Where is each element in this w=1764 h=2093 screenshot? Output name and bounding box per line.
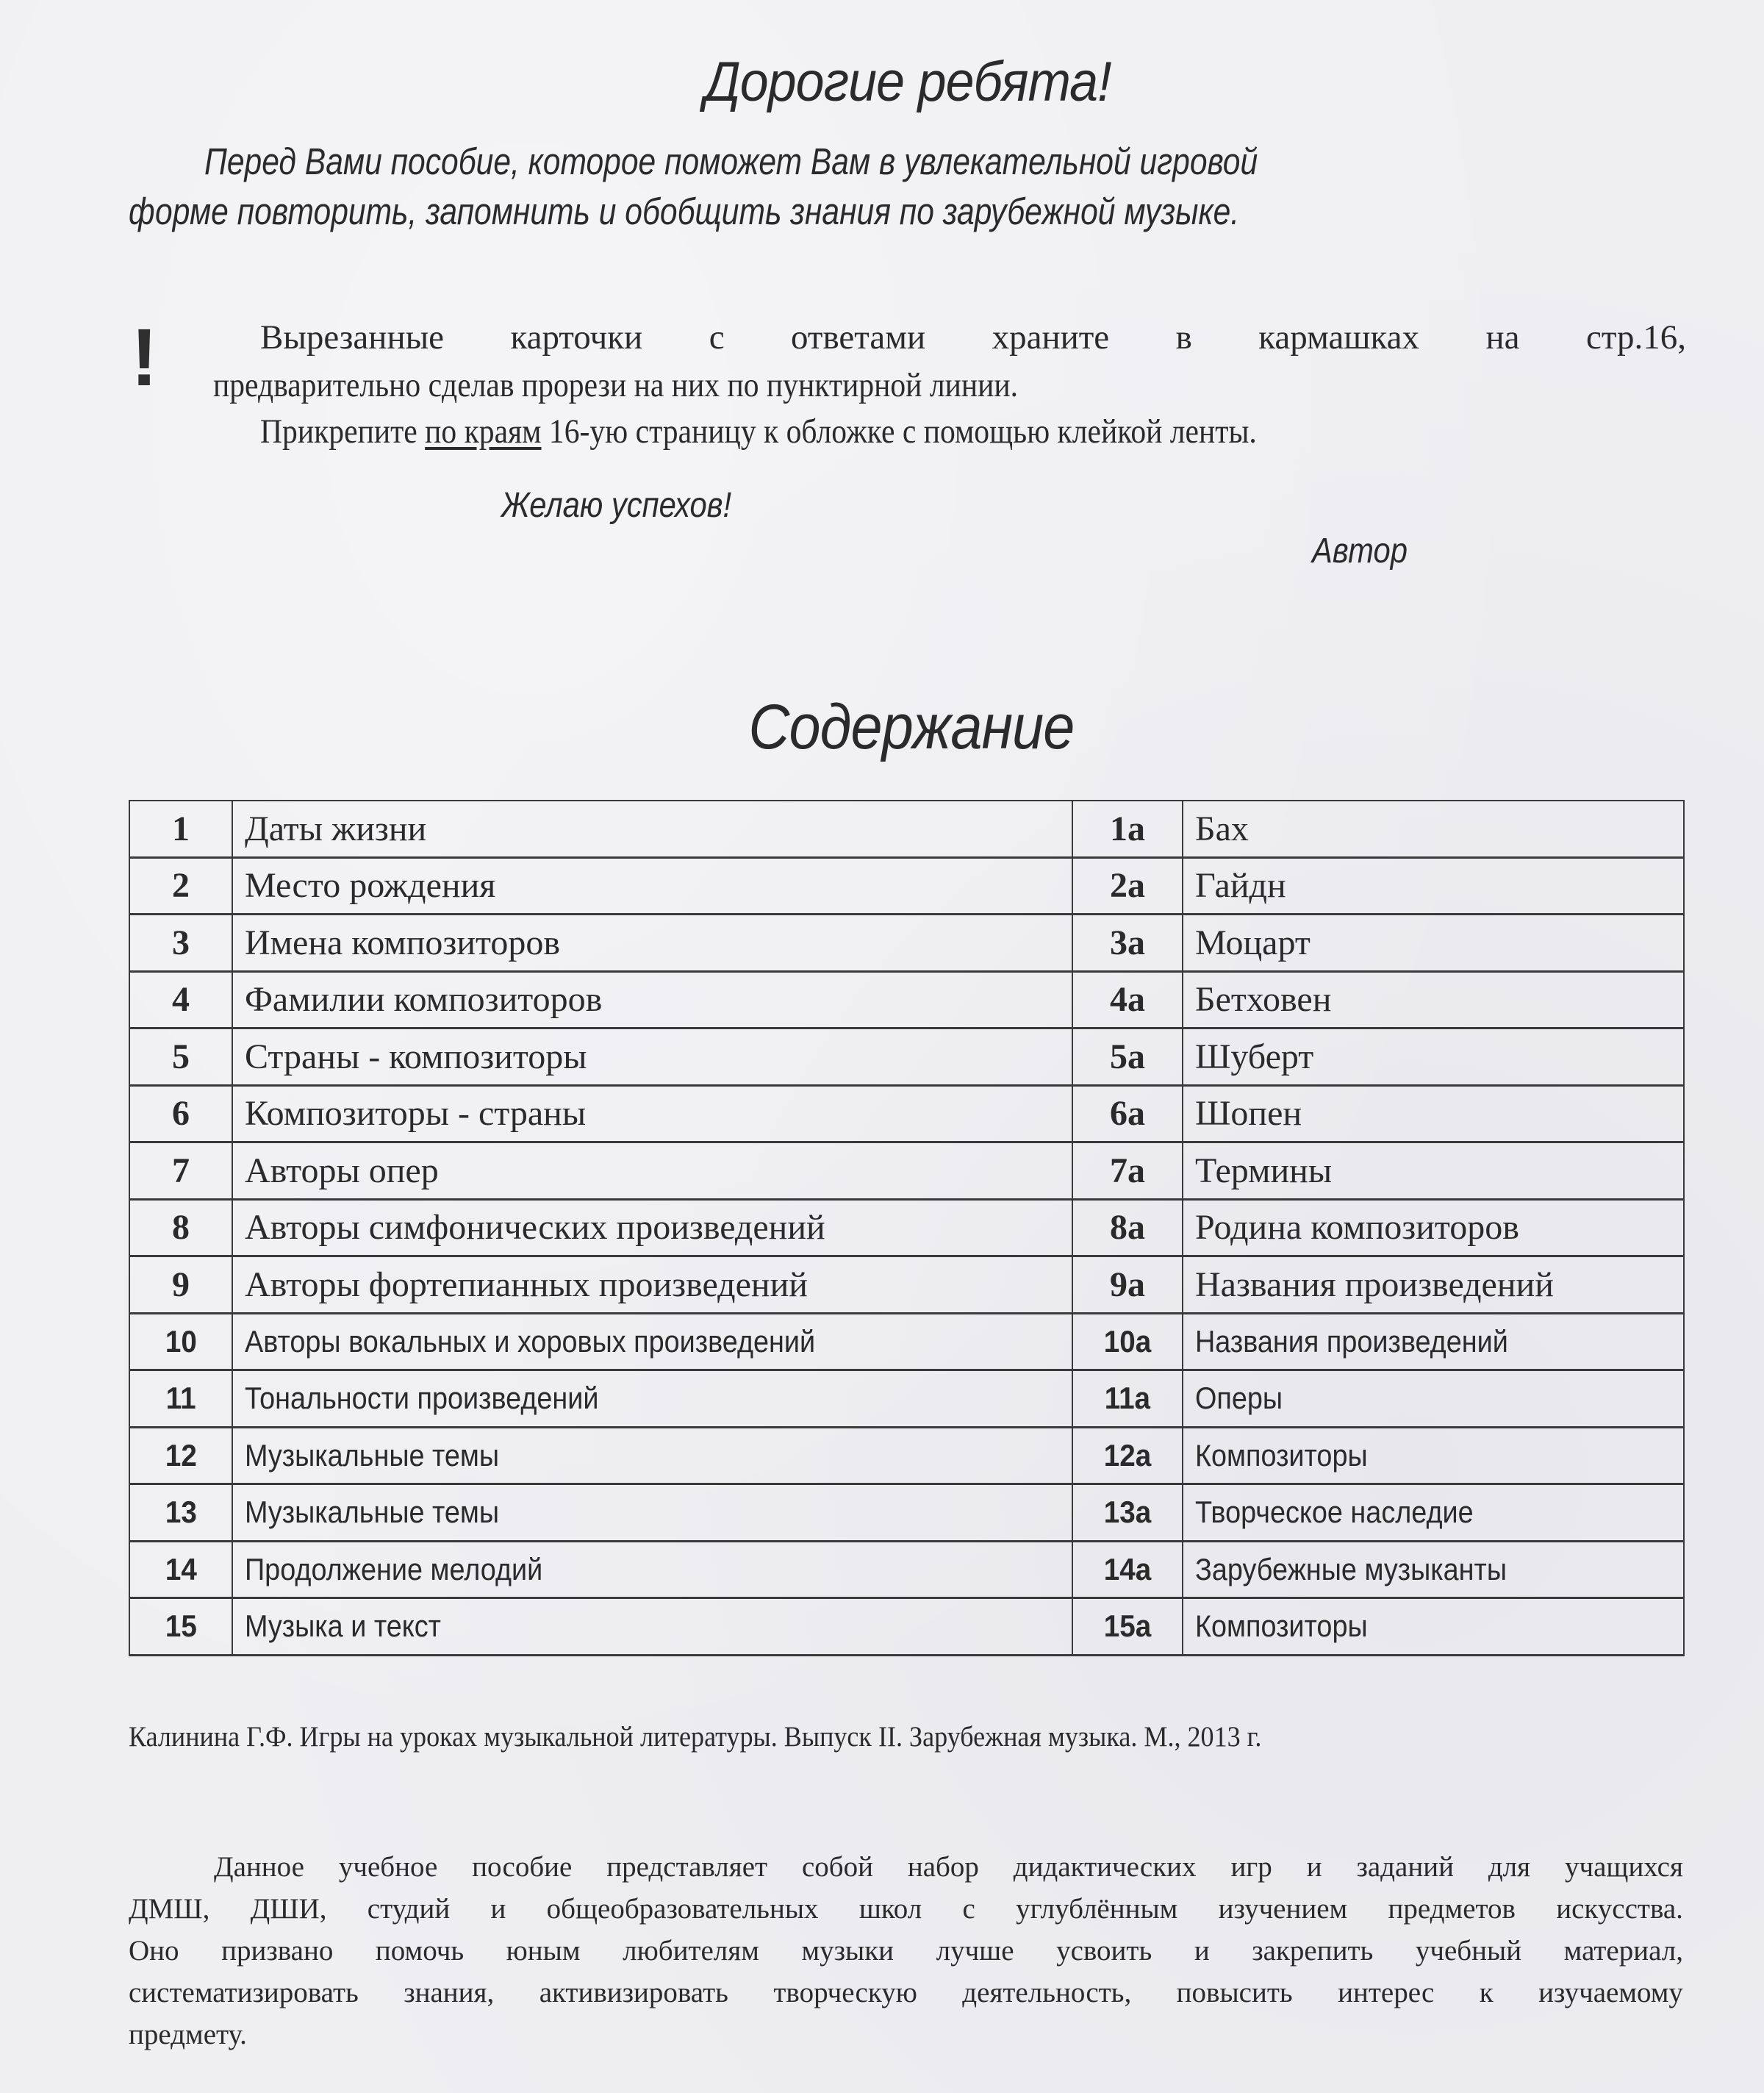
description-word: заданий (1356, 1851, 1454, 1883)
section-number: 14 (165, 1551, 197, 1586)
description-line (129, 1934, 1683, 1967)
contents-row (129, 1085, 1684, 1142)
contents-row (129, 857, 1684, 915)
answer-number-cell (1072, 1541, 1183, 1598)
answer-number: 10а (1103, 1323, 1152, 1359)
answer-title: Композиторы (1195, 1609, 1368, 1644)
section-title: Продолжение мелодий (245, 1551, 543, 1586)
section-title: Композиторы - страны (245, 1094, 587, 1134)
answer-title-cell (1183, 1598, 1684, 1656)
answer-title: Гайдн (1195, 866, 1286, 906)
description-word: знания, (404, 1977, 495, 2008)
answer-title-cell (1183, 801, 1684, 857)
description-word: интерес (1338, 1977, 1435, 2008)
answer-number: 12а (1103, 1437, 1152, 1473)
section-title: Страны - композиторы (245, 1037, 587, 1076)
note-word: стр.16, (1585, 318, 1686, 357)
answer-number-cell (1072, 1199, 1183, 1256)
description-word: активизировать (539, 1977, 728, 2008)
answer-title-cell (1183, 1028, 1684, 1086)
exclamation-icon: ! (131, 312, 158, 403)
section-number-cell (129, 1370, 232, 1428)
description-word: материал, (1563, 1935, 1683, 1967)
description-word: учебное (338, 1851, 438, 1883)
answer-number-cell (1072, 1142, 1183, 1200)
answer-number: 1а (1110, 809, 1145, 848)
answer-title-cell (1183, 1427, 1684, 1484)
answer-number: 7а (1110, 1151, 1145, 1190)
section-number-cell (129, 1028, 232, 1086)
section-number-cell (129, 1256, 232, 1314)
answer-number: 4а (1110, 980, 1145, 1020)
answer-number-cell (1072, 1313, 1183, 1370)
description-line (129, 1976, 1683, 2009)
section-title-cell (232, 1541, 1072, 1598)
contents-row (129, 1541, 1684, 1598)
note-word: в (1175, 318, 1192, 357)
description-word: и (1194, 1935, 1210, 1967)
section-number-cell (129, 1142, 232, 1200)
description-word: к (1479, 1977, 1494, 2008)
contents-row (129, 1370, 1684, 1428)
note-word: на (1485, 318, 1520, 357)
answer-title: Оперы (1195, 1381, 1283, 1416)
section-number-cell (129, 1484, 232, 1542)
description-word: углублённым (1016, 1893, 1178, 1925)
answer-number: 2а (1110, 866, 1145, 906)
section-title-cell (232, 1199, 1072, 1256)
contents-row (129, 801, 1684, 857)
description-word: и (1306, 1851, 1322, 1883)
section-title: Имена композиторов (245, 923, 561, 962)
section-title: Музыкальные темы (245, 1495, 500, 1530)
section-number-cell (129, 801, 232, 857)
answer-number: 8а (1110, 1208, 1145, 1248)
greeting-title: Дорогие ребята! (704, 51, 1111, 113)
description-word: систематизировать (129, 1977, 359, 2008)
section-title-cell (232, 1484, 1072, 1542)
description-word: и (490, 1893, 506, 1925)
description-word: юным (506, 1935, 581, 1967)
description-word: изучаемому (1538, 1977, 1683, 2008)
contents-row (129, 915, 1684, 972)
answer-title: Бетховен (1195, 980, 1332, 1020)
intro-line: Перед Вами пособие, которое поможет Вам в увлекательной игровой (204, 140, 1258, 182)
section-title: Авторы симфонических произведений (245, 1208, 825, 1248)
section-title: Авторы вокальных и хоровых произведений (245, 1323, 816, 1359)
section-number: 5 (172, 1037, 190, 1076)
note-word: храните (992, 318, 1110, 357)
answer-number: 11а (1104, 1381, 1151, 1416)
answer-title: Названия произведений (1195, 1264, 1554, 1304)
answer-title-cell (1183, 1085, 1684, 1142)
contents-title: Содержание (748, 692, 1075, 762)
description-word: любителям (623, 1935, 759, 1967)
contents-row (129, 971, 1684, 1028)
contents-row (129, 1313, 1684, 1370)
answer-number: 14а (1103, 1551, 1152, 1586)
answer-number-cell (1072, 1484, 1183, 1542)
section-title-cell (232, 1313, 1072, 1370)
description-word: ДШИ, (250, 1893, 327, 1925)
section-number: 6 (172, 1094, 190, 1134)
section-number: 8 (172, 1208, 190, 1248)
note-line-2: предварительно сделав прорези на них по пунктирной линии. (213, 366, 1019, 404)
description-word: изучением (1218, 1893, 1348, 1925)
section-title: Тональности произведений (245, 1381, 599, 1416)
contents-row (129, 1598, 1684, 1656)
intro-line: форме повторить, запомнить и обобщить знания по зарубежной музыке. (129, 190, 1240, 232)
answer-number: 5а (1110, 1037, 1145, 1076)
description-word: дидактических (1013, 1851, 1197, 1883)
description-word: общеобразовательных (546, 1893, 819, 1925)
answer-number-cell (1072, 1370, 1183, 1428)
section-number-cell (129, 1598, 232, 1656)
description-word: представляет (606, 1851, 768, 1883)
description-word: игр (1230, 1851, 1272, 1883)
answer-title-cell (1183, 1313, 1684, 1370)
answer-title-cell (1183, 1370, 1684, 1428)
description-word: собой (801, 1851, 873, 1883)
section-title: Авторы опер (245, 1151, 439, 1190)
section-number-cell (129, 1085, 232, 1142)
contents-row (129, 1427, 1684, 1484)
section-number-cell (129, 971, 232, 1028)
section-number-cell (129, 857, 232, 915)
section-title-cell (232, 1142, 1072, 1200)
section-number: 1 (172, 809, 190, 848)
answer-title: Зарубежные музыканты (1195, 1551, 1507, 1586)
closing-wish: Желаю успехов! (501, 486, 732, 525)
section-title-cell (232, 915, 1072, 972)
answer-number-cell (1072, 1427, 1183, 1484)
description-word: музыки (801, 1935, 894, 1967)
description-line: предмету. (129, 2019, 247, 2050)
answer-number-cell (1072, 1598, 1183, 1656)
description-word: искусства. (1556, 1893, 1683, 1925)
description-word: набор (907, 1851, 979, 1883)
section-title-cell (232, 971, 1072, 1028)
section-title: Фамилии композиторов (245, 980, 603, 1020)
answer-title-cell (1183, 1541, 1684, 1598)
answer-title-cell (1183, 971, 1684, 1028)
section-number: 9 (172, 1264, 190, 1304)
answer-title: Родина композиторов (1195, 1208, 1519, 1248)
section-number-cell (129, 915, 232, 972)
description-word: пособие (472, 1851, 573, 1883)
section-number: 15 (165, 1609, 197, 1644)
answer-title: Названия произведений (1195, 1323, 1508, 1359)
answer-number: 15а (1103, 1609, 1152, 1644)
section-title-cell (232, 1370, 1072, 1428)
section-title: Авторы фортепианных произведений (245, 1264, 808, 1304)
answer-title-cell (1183, 1199, 1684, 1256)
answer-title: Шопен (1195, 1094, 1302, 1134)
section-number: 4 (172, 980, 190, 1020)
section-title-cell (232, 1028, 1072, 1086)
note-line-1 (260, 318, 1686, 357)
contents-row (129, 1028, 1684, 1086)
section-title-cell (232, 1598, 1072, 1656)
description-word: усвоить (1056, 1935, 1152, 1967)
description-word: деятельность, (962, 1977, 1132, 2008)
answer-title: Шуберт (1195, 1037, 1314, 1076)
section-number: 10 (165, 1323, 197, 1359)
description-word: для (1488, 1851, 1531, 1883)
contents-row (129, 1256, 1684, 1314)
answer-title: Моцарт (1195, 923, 1311, 962)
description-word: творческую (773, 1977, 917, 2008)
description-word: Данное (214, 1851, 304, 1883)
section-title-cell (232, 1427, 1072, 1484)
citation: Калинина Г.Ф. Игры на уроках музыкальной литературы. Выпуск II. Зарубежная музыка. М., 2013 г. (129, 1721, 1262, 1753)
description-word: помочь (375, 1935, 465, 1967)
section-title-cell (232, 857, 1072, 915)
answer-number: 3а (1110, 923, 1145, 962)
description-word: предметов (1388, 1893, 1516, 1925)
section-title: Музыка и текст (245, 1609, 441, 1644)
section-title-cell (232, 1085, 1072, 1142)
description-word: учащихся (1564, 1851, 1683, 1883)
section-number-cell (129, 1199, 232, 1256)
note-word: ответами (791, 318, 926, 357)
answer-title-cell (1183, 857, 1684, 915)
answer-title-cell (1183, 915, 1684, 972)
answer-number: 13а (1103, 1495, 1152, 1530)
section-number: 11 (165, 1381, 196, 1416)
section-title-cell (232, 1256, 1072, 1314)
note-line-3-before: Прикрепите (260, 412, 426, 451)
note-word: Вырезанные (260, 318, 445, 357)
note-word: карточки (510, 318, 643, 357)
description-word: призвано (221, 1935, 334, 1967)
description-word: повысить (1176, 1977, 1293, 2008)
description-word: школ (858, 1893, 922, 1925)
note-word: с (709, 318, 725, 357)
answer-title: Композиторы (1195, 1437, 1368, 1473)
answer-title: Бах (1195, 809, 1249, 848)
author-signature: Автор (1312, 532, 1408, 570)
answer-number-cell (1072, 915, 1183, 972)
section-title: Музыкальные темы (245, 1437, 500, 1473)
section-number-cell (129, 1313, 232, 1370)
answer-number-cell (1072, 1256, 1183, 1314)
answer-number-cell (1072, 1085, 1183, 1142)
answer-title-cell (1183, 1256, 1684, 1314)
answer-number-cell (1072, 971, 1183, 1028)
description-line (129, 1892, 1683, 1925)
note-line-3 (260, 412, 1257, 451)
section-number: 7 (172, 1151, 190, 1190)
section-title: Место рождения (245, 866, 496, 906)
description-word: Оно (129, 1935, 179, 1967)
description-word: учебный (1415, 1935, 1522, 1967)
description-word: с (962, 1893, 975, 1925)
section-number: 2 (172, 866, 190, 906)
answer-number-cell (1072, 1028, 1183, 1086)
section-number: 3 (172, 923, 190, 962)
description-word: лучше (936, 1935, 1014, 1967)
description-word: студий (367, 1893, 451, 1925)
answer-title-cell (1183, 1142, 1684, 1200)
description-word: закрепить (1252, 1935, 1374, 1967)
answer-title: Термины (1195, 1151, 1333, 1190)
contents-table (129, 800, 1685, 1656)
section-number-cell (129, 1541, 232, 1598)
answer-number: 9а (1110, 1264, 1145, 1304)
contents-row (129, 1142, 1684, 1200)
contents-row (129, 1199, 1684, 1256)
description-word: ДМШ, (129, 1893, 210, 1925)
note-underlined-text: по краям (425, 412, 542, 451)
answer-number-cell (1072, 801, 1183, 857)
note-line-3-after: 16-ую страницу к обложке с помощью клейкой ленты. (541, 412, 1257, 451)
section-number-cell (129, 1427, 232, 1484)
section-title: Даты жизни (245, 809, 427, 848)
section-title-cell (232, 801, 1072, 857)
answer-number: 6а (1110, 1094, 1145, 1134)
contents-row (129, 1484, 1684, 1542)
section-number: 12 (165, 1437, 197, 1473)
answer-title: Творческое наследие (1195, 1495, 1474, 1530)
section-number: 13 (165, 1495, 197, 1530)
answer-number-cell (1072, 857, 1183, 915)
note-word: кармашках (1258, 318, 1420, 357)
description-line (214, 1850, 1683, 1883)
answer-title-cell (1183, 1484, 1684, 1542)
